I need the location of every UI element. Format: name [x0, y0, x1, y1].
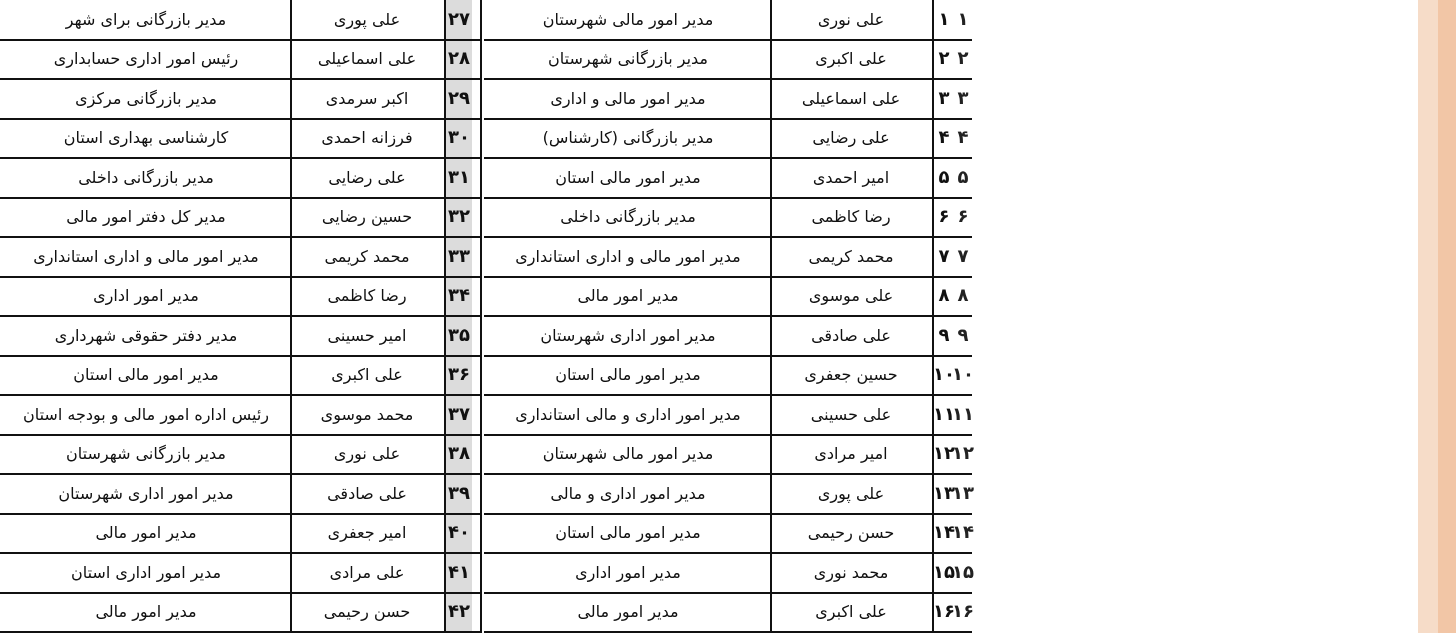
row-number-cell: ۴۲ — [448, 601, 470, 622]
person-name-cell: علی اکبری — [815, 49, 887, 68]
person-name-cell: حسین جعفری — [804, 365, 898, 384]
row-number-cell: ۳۶ — [448, 364, 470, 385]
job-title-cell: مدیر بازرگانی مرکزی — [75, 88, 217, 108]
table-row — [484, 553, 972, 591]
right-number-column-a — [1418, 0, 1438, 633]
job-title-cell: رئیس اداره امور مالی و بودجه استان — [22, 404, 270, 424]
row-number-cell: ۱ — [938, 8, 950, 30]
job-title-cell: کارشناسی بهداری استان — [63, 128, 229, 147]
table-row — [484, 277, 972, 315]
job-title-cell: مدیر امور مالی و اداری — [550, 88, 706, 108]
row-index-cell: ۱۴ — [952, 522, 974, 543]
row-index-cell: ۶ — [957, 206, 969, 227]
person-name-cell: امیر حسینی — [327, 325, 407, 345]
table-row — [484, 0, 972, 38]
row-index-cell: ۴ — [957, 127, 969, 148]
job-title-cell: مدیر امور مالی — [95, 602, 197, 621]
table-row — [484, 198, 972, 236]
row-index-cell: ۱۶ — [952, 601, 974, 622]
person-name-cell: محمد کریمی — [324, 246, 410, 266]
row-number-cell: ۱۴ — [933, 522, 955, 543]
row-number-cell: ۳۸ — [448, 443, 470, 464]
table-row — [484, 316, 972, 354]
person-name-cell: امیر جعفری — [327, 523, 407, 542]
job-title-cell: مدیر دفتر حقوقی شهرداری — [54, 325, 238, 345]
row-number-cell: ۳۲ — [448, 206, 470, 227]
row-index-cell: ۲ — [957, 48, 969, 69]
job-title-cell: مدیر بازرگانی شهرستان — [66, 444, 226, 463]
person-name-cell: حسین رضایی — [321, 207, 413, 226]
row-number-cell: ۳۴ — [448, 285, 470, 306]
table-row — [0, 0, 480, 38]
row-index-cell: ۱۱ — [952, 403, 974, 425]
job-title-cell: مدیر امور مالی شهرستان — [542, 444, 714, 463]
job-title-cell: مدیر امور مالی و اداری استانداری — [33, 246, 259, 266]
row-number-cell: ۱۳ — [933, 482, 955, 504]
job-title-cell: مدیر امور اداری شهرستان — [540, 325, 716, 345]
table-row — [0, 40, 480, 78]
row-number-cell: ۴۱ — [448, 561, 470, 583]
row-index-cell: ۱ — [957, 8, 969, 30]
table-row — [484, 119, 972, 157]
row-index-cell: ۹ — [957, 324, 969, 346]
person-name-cell: علی صادقی — [811, 325, 891, 345]
job-title-cell: مدیر امور مالی — [577, 602, 679, 621]
row-number-cell: ۱۵ — [933, 561, 955, 583]
job-title-cell: مدیر امور اداری شهرستان — [58, 483, 234, 503]
person-name-cell: رضا کاظمی — [327, 286, 407, 305]
table-row — [0, 277, 480, 315]
row-index-cell: ۸ — [957, 285, 969, 306]
row-number-cell: ۶ — [938, 206, 950, 227]
person-name-cell: علی پوری — [817, 483, 885, 503]
row-number-cell: ۱۱ — [933, 403, 955, 425]
row-index-cell: ۱۰ — [952, 364, 974, 385]
person-name-cell: رضا کاظمی — [811, 207, 891, 226]
job-title-cell: مدیر امور مالی — [577, 286, 679, 305]
row-number-cell: ۲۷ — [448, 8, 470, 30]
person-name-cell: علی اسماعیلی — [317, 49, 417, 68]
table-row — [0, 316, 480, 354]
person-name-cell: علی موسوی — [808, 286, 894, 305]
row-number-cell: ۴ — [938, 127, 950, 148]
table-row — [484, 40, 972, 78]
table-row — [484, 79, 972, 117]
table-row — [0, 119, 480, 157]
row-number-cell: ۲۸ — [448, 48, 470, 69]
row-number-cell: ۹ — [938, 324, 950, 346]
table-row — [0, 514, 480, 552]
row-number-cell: ۳ — [938, 87, 950, 109]
table-row — [484, 237, 972, 275]
row-number-cell: ۳۱ — [448, 166, 470, 188]
person-name-cell: امیر احمدی — [812, 167, 890, 187]
row-index-cell: ۱۵ — [952, 561, 974, 583]
person-name-cell: علی رضایی — [328, 167, 406, 187]
job-title-cell: مدیر امور مالی استان — [555, 365, 701, 384]
table-row — [0, 79, 480, 117]
table-row — [0, 237, 480, 275]
row-number-cell: ۴۰ — [448, 522, 470, 543]
row-number-cell: ۳۵ — [448, 324, 470, 346]
person-name-cell: محمد کریمی — [808, 246, 894, 266]
person-name-cell: حسن رحیمی — [323, 602, 411, 621]
job-title-cell: مدیر امور مالی استان — [555, 167, 701, 187]
job-title-cell: مدیر امور مالی شهرستان — [542, 9, 714, 29]
row-number-cell: ۲ — [938, 48, 950, 69]
job-title-cell: مدیر امور اداری — [575, 562, 681, 582]
person-name-cell: علی مرادی — [329, 562, 405, 582]
person-name-cell: علی رضایی — [812, 128, 890, 147]
job-title-cell: مدیر امور مالی — [95, 523, 197, 542]
row-number-cell: ۸ — [938, 285, 950, 306]
row-number-cell: ۲۹ — [448, 87, 470, 109]
person-name-cell: علی پوری — [333, 9, 401, 29]
table-row — [0, 435, 480, 473]
row-number-cell: ۳۰ — [448, 127, 470, 148]
person-name-cell: محمد موسوی — [320, 404, 414, 424]
table-row — [0, 553, 480, 591]
row-number-cell: ۱۲ — [933, 443, 955, 464]
job-title-cell: مدیر بازرگانی (کارشناس) — [542, 128, 714, 147]
table-row — [484, 514, 972, 552]
row-index-cell: ۵ — [957, 166, 969, 188]
table-row — [0, 474, 480, 512]
row-number-cell: ۷ — [938, 245, 950, 267]
table-row — [0, 593, 480, 631]
table-row — [484, 474, 972, 512]
person-name-cell: علی نوری — [817, 9, 885, 29]
row-number-cell: ۳۹ — [448, 482, 470, 504]
table-row — [0, 198, 480, 236]
row-number-cell: ۵ — [938, 166, 950, 188]
job-title-cell: مدیر کل دفتر امور مالی — [66, 207, 226, 226]
row-number-cell: ۱۶ — [933, 601, 955, 622]
person-name-cell: علی اکبری — [331, 365, 403, 384]
row-index-cell: ۱۲ — [952, 443, 974, 464]
row-number-cell: ۱۰ — [933, 364, 955, 385]
job-title-cell: مدیر امور مالی استان — [555, 523, 701, 542]
table-row — [0, 158, 480, 196]
person-name-cell: حسن رحیمی — [807, 523, 895, 542]
table-row — [484, 395, 972, 433]
table-row — [484, 435, 972, 473]
center-divider — [480, 0, 482, 633]
person-name-cell: اکبر سرمدی — [325, 88, 409, 108]
person-name-cell: علی نوری — [333, 444, 401, 463]
job-title-cell: مدیر امور اداری و مالی — [550, 483, 706, 503]
person-name-cell: امیر مرادی — [814, 444, 888, 463]
person-name-cell: محمد نوری — [813, 562, 889, 582]
row-number-cell: ۳۷ — [448, 403, 470, 425]
job-title-cell: مدیر امور اداری و مالی استانداری — [515, 404, 741, 424]
job-title-cell: رئیس امور اداری حسابداری — [53, 49, 239, 68]
table-row — [0, 395, 480, 433]
person-name-cell: علی اسماعیلی — [801, 88, 901, 108]
person-name-cell: علی صادقی — [327, 483, 407, 503]
job-title-cell: مدیر امور مالی استان — [73, 365, 219, 384]
job-title-cell: مدیر بازرگانی برای شهر — [65, 9, 227, 29]
row-index-cell: ۷ — [957, 245, 969, 267]
table-row — [484, 356, 972, 394]
table-row — [0, 356, 480, 394]
person-name-cell: فرزانه احمدی — [321, 128, 413, 147]
row-index-cell: ۱۳ — [952, 482, 974, 504]
row-number-cell: ۳۳ — [448, 245, 470, 267]
job-title-cell: مدیر بازرگانی داخلی — [78, 167, 214, 187]
table-row — [484, 158, 972, 196]
job-title-cell: مدیر امور مالی و اداری استانداری — [515, 246, 741, 266]
job-title-cell: مدیر امور اداری استان — [70, 562, 222, 582]
job-title-cell: مدیر بازرگانی شهرستان — [548, 49, 708, 68]
right-number-column-b — [1438, 0, 1456, 633]
job-title-cell: مدیر امور اداری — [93, 286, 199, 305]
table-row — [484, 593, 972, 631]
person-name-cell: علی حسینی — [810, 404, 892, 424]
row-index-cell: ۳ — [957, 87, 969, 109]
person-name-cell: علی اکبری — [815, 602, 887, 621]
job-title-cell: مدیر بازرگانی داخلی — [560, 207, 696, 226]
